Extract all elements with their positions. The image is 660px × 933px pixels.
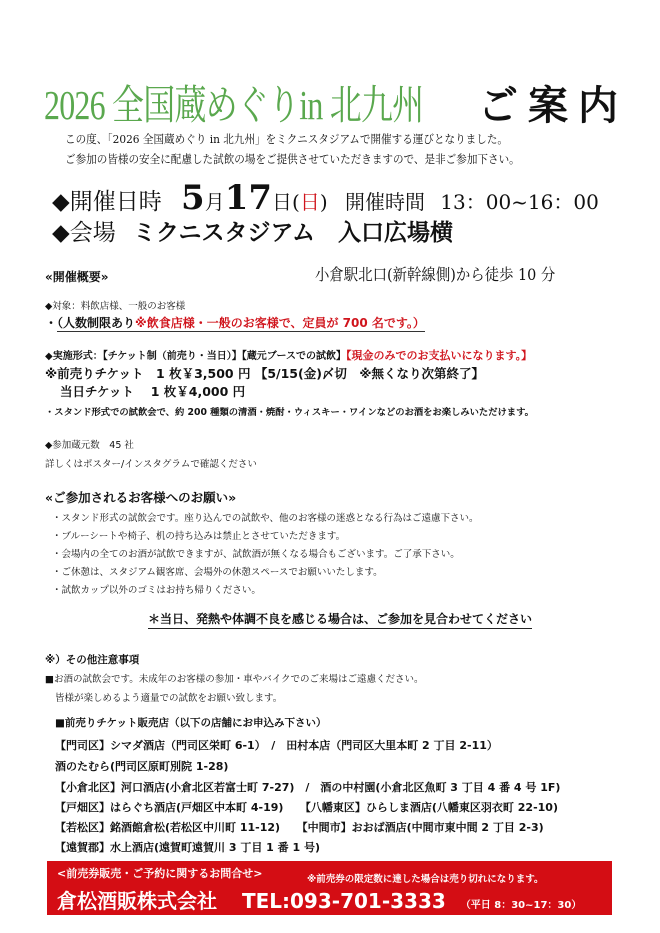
contact-label: <前売券販売・ご予約に関するお問合せ> [57,867,263,880]
event-time: 13：00~16：00 [440,190,599,214]
day: 17 [224,178,273,218]
details-note: 詳しくはポスター/インスタグラムで確認ください [45,459,257,470]
advance-ticket: ※前売りチケット 1 枚￥3,500 円 【5/15(金)〆切 ※無くなり次第終了】 [45,366,485,381]
month-unit: 月 [204,190,225,214]
access-info: 小倉駅北口(新幹線側)から徒歩 10 分 [315,265,556,284]
limit-text: （人数制限あり※飲食店様・一般のお客様で、定員が 700 名です。） [57,316,425,330]
format-row: ◆実施形式：【チケット制（前売り・当日）】【蔵元ブースでの試飲】【現金のみでのお支払いになります。】 [45,349,533,362]
venue-label: ◆会場 [52,220,116,246]
intro-line-2: ご参加の皆様の安全に配慮した試飲の場をご提供させていただきますので、是非ご参加下さい。 [65,152,520,166]
shop-row: 【戸畑区】はらぐち酒店(戸畑区中本町 4-19) 【八幡東区】ひらしま酒店(八幡東区羽衣町 22-10) [55,801,558,814]
request-item: ・ご休憩は、スタジアム観客席、会場外の休憩スペースでお願いいたします。 [52,567,383,578]
company-name: 倉松酒販株式会社 [57,889,217,913]
day-unit: 日( [272,190,300,214]
date-label: ◆開催日時 [52,189,162,215]
other-notes-heading: ※）その他注意事項 [45,654,140,666]
attendance-limit: ・（人数制限あり※飲食店様・一般のお客様で、定員が 700 名です。） [45,316,425,330]
health-notice: ＊当日、発熱や体調不良を感じる場合は、ご参加を見合わせてください [148,610,532,629]
shop-row: 酒のたむら(門司区原町別院 1-28) [55,760,229,773]
request-item: ・スタンド形式の試飲会です。座り込んでの試飲や、他のお客様の迷惑となる行為はご遠慮下さい。 [52,513,479,524]
overview-heading: «開催概要» [45,270,109,284]
venue-row [52,214,453,247]
target-audience: ◆対象：料飲店様、一般のお客様 [45,301,186,312]
event-date-row [52,178,599,218]
requests-heading: «ご参加されるお客様へのお願い» [45,490,237,505]
cash-only-notice: 【現金のみでのお支払いになります。】 [346,349,533,362]
event-title: 2026 全国蔵めぐりin 北九州 [44,82,424,128]
event-description: ・スタンド形式での試飲会で、約 200 種類の清酒・焼酎・ウィスキー・ワインなどのお酒をお楽しみいただけます。 [45,407,534,418]
phone-number[interactable]: TEL:093-701-3333 [241,889,446,913]
venue-name: ミクニスタジアム 入口広場横 [133,219,453,246]
weekday: 日 [299,190,320,214]
request-item: ・会場内の全てのお酒が試飲できますが、試飲酒が無くなる場合もございます。ご了承下さい。 [52,549,460,560]
shop-row: 【門司区】シマダ酒店（門司区栄町 6-1） / 田村本店（門司区大里本町 2 丁目 2-11） [55,739,498,752]
shop-row: 【若松区】銘酒館倉松(若松区中川町 11-12) 【中間市】おおば酒店(中間市東中間 2 丁目 2-3) [55,821,544,834]
brewery-count: ◆参加蔵元数 45 社 [45,440,134,451]
contact-box [47,861,612,915]
weekday-close: ) [319,190,328,214]
business-hours: （平日 8：30~17：30） [460,900,582,911]
other-note-1: ■お酒の試飲会です。未成年のお客様の参加・車やバイクでのご来場はご遠慮ください。 [45,674,424,685]
request-item: ・ブルーシートや椅子、机の持ち込みは禁止とさせていただきます。 [52,531,346,542]
shop-row: 【遠賀郡】水上酒店(遠賀町遠賀川 3 丁目 1 番 1 号) [55,841,320,854]
sold-out-note: ※前売券の限定数に達した場合は売り切れになります。 [307,874,544,885]
title-suffix: ご案内 [478,82,628,129]
other-note-2: 皆様が楽しめるよう適量での試飲をお願い致します。 [55,693,283,704]
intro-line-1: この度、「2026 全国蔵めぐり in 北九州」をミクニスタジアムで開催する運びとなりました。 [65,132,509,146]
month: 5 [181,178,205,218]
shops-heading: ■前売りチケット販売店（以下の店舗にお申込み下さい） [55,717,327,729]
time-label: 開催時間 [344,190,425,214]
contact-line [57,885,581,914]
shop-row: 【小倉北区】河口酒店(小倉北区若富士町 7-27) / 酒の中村園(小倉北区魚町 3 丁目 4 番 4 号 1F) [55,781,561,794]
door-ticket: 当日チケット 1 枚￥4,000 円 [60,384,246,399]
request-item: ・試飲カップ以外のゴミはお持ち帰りください。 [52,585,261,596]
